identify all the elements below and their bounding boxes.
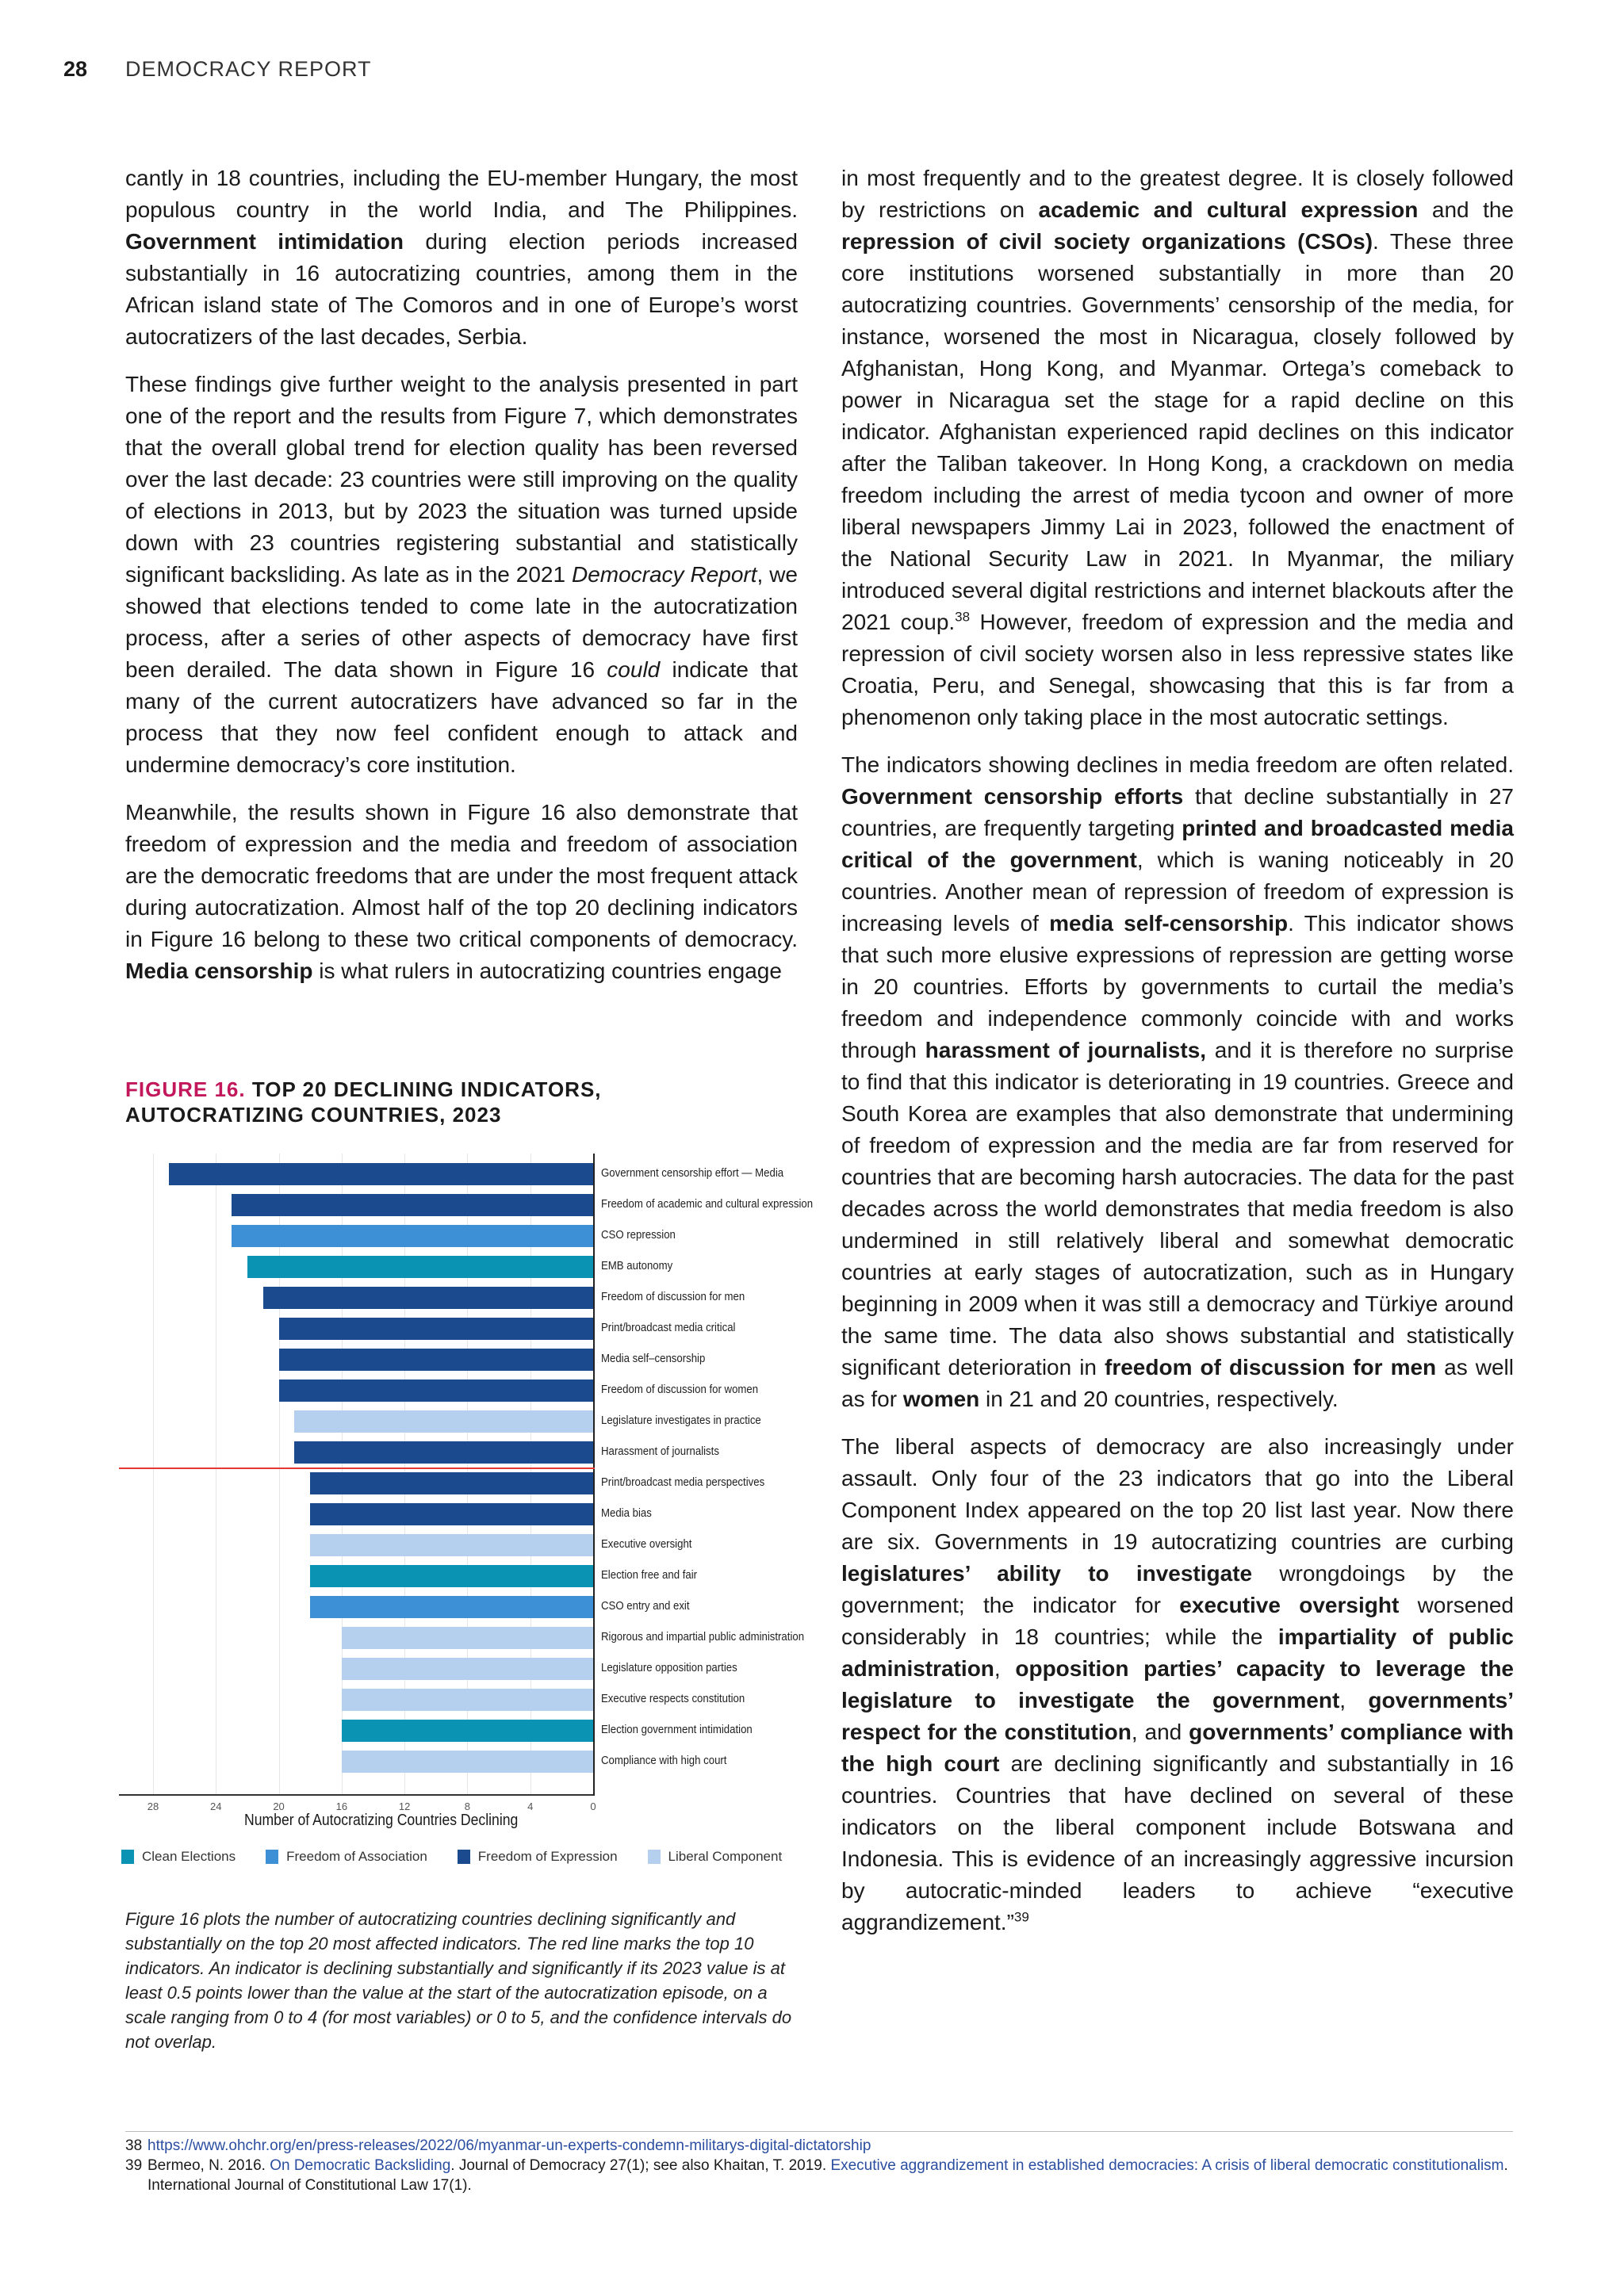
footnotes	[125, 2136, 1521, 2195]
text-run: Bermeo, N. 2016.	[147, 2157, 270, 2174]
paragraph	[125, 369, 798, 781]
bold-text: repression of civil society organizations (CSOs)	[841, 229, 1373, 254]
text-run: are declining significantly and substantially in 16 countries. Countries that have declined on several of these indicators on the liberal component include Botswana and Indonesia. This is evidence of an increasingly aggressive incursion by autocratic-minded leaders to achieve “executive aggrandizement.”	[841, 1751, 1514, 1934]
footnote-ref[interactable]: 39	[1013, 1909, 1029, 1925]
bar	[232, 1194, 593, 1216]
bar-label: Freedom of discussion for women	[601, 1383, 759, 1396]
bold-text: executive oversight	[1179, 1593, 1400, 1617]
paragraph	[841, 1431, 1514, 1938]
bar-label: Government censorship effort — Media	[601, 1166, 784, 1180]
x-axis	[119, 1794, 595, 1796]
text-run: during election periods increased substantially in 16 autocratizing countries, among them in the African island state of The Comoros and in one of Europe’s worst autocratizers of the last decades, Serbia.	[125, 229, 799, 349]
figure-title-line1: TOP 20 DECLINING INDICATORS,	[251, 1077, 602, 1101]
chart-legend	[121, 1849, 782, 1865]
bar-chart	[119, 1154, 833, 1883]
x-tick-label: 16	[335, 1800, 348, 1812]
footnote-divider	[125, 2131, 1513, 2132]
bar	[310, 1534, 593, 1556]
bold-text: women	[902, 1387, 980, 1411]
bar	[342, 1627, 593, 1649]
bar-label: Legislature opposition parties	[601, 1661, 737, 1674]
text-run: However, freedom of expression and the media and repression of civil society worsen also in less repressive states like Croatia, Peru, and Senegal, showcasing that this is far from a phenomenon only taking place in the most autocratic settings.	[841, 610, 1514, 729]
text-run: , and	[1131, 1720, 1189, 1744]
text-run: , we showed that elections tended to come late in the autocratization process, after a series of other aspects of democracy have first been derailed. The data shown in Figure 16	[125, 562, 798, 682]
bar-label: Freedom of academic and cultural expression	[601, 1197, 814, 1211]
left-column	[125, 163, 798, 1003]
text-run: in 21 and 20 countries, respectively.	[979, 1387, 1339, 1411]
bar	[342, 1689, 593, 1711]
legend-label: Freedom of Expression	[477, 1849, 618, 1864]
bar	[279, 1380, 593, 1402]
text-run: worsened considerably in 18 countries; while the	[841, 1593, 1514, 1649]
footnote-number: 38	[125, 2137, 143, 2154]
bold-text: Government intimidation	[125, 229, 404, 254]
footnote	[125, 2136, 1521, 2156]
text-run: . International Journal of Constitutional Law 17(1).	[147, 2157, 1508, 2194]
bold-text: media self-censorship	[1049, 911, 1289, 936]
text-run: . These three core institutions worsened substantially in more than 20 autocratizing countries. Governments’ censorship of the media, for instance, worsened the most in Nicaragua, closely followed by Afghanistan, Hong Kong, and Myanmar. Ortega’s comeback to power in Nicaragua set the stage for a rapid decline on this indicator. Afghanistan experienced rapid declines on this indicator after the Taliban takeover. In Hong Kong, a crackdown on media freedom including the arrest of media tycoon and owner of more liberal newspapers Jimmy Lai in 2023, followed the enactment of the National Security Law in 2021. In Myanmar, the miliary introduced several digital restrictions and internet blackouts after the 2021 coup.	[841, 229, 1514, 634]
bar	[279, 1318, 593, 1340]
legend-item	[266, 1849, 427, 1865]
x-tick-label: 4	[527, 1800, 534, 1812]
legend-swatch	[648, 1850, 661, 1864]
bold-text: printed and broadcasted media critical of the government	[841, 816, 1514, 872]
text-run: as well as for	[841, 1355, 1515, 1411]
legend-item	[648, 1849, 783, 1865]
bar	[294, 1410, 593, 1433]
text-run: wrongdoings by the government; the indicator for	[841, 1561, 1515, 1617]
bar-label: CSO repression	[601, 1228, 676, 1242]
text-run: indicate that many of the current autocratizers have advanced so far in the process that they now feel confident enough to attack and undermine democracy’s core institution.	[125, 657, 798, 777]
reference-link[interactable]: https://www.ohchr.org/en/press-releases/2022/06/myanmar-un-experts-condemn-militarys-digital-dictatorship	[147, 2137, 871, 2154]
legend-item	[121, 1849, 236, 1865]
figure-title-line2: AUTOCRATIZING COUNTRIES, 2023	[125, 1103, 502, 1127]
paragraph	[841, 749, 1514, 1415]
bar-label: Rigorous and impartial public administration	[601, 1630, 805, 1644]
bar-label: EMB autonomy	[601, 1259, 673, 1272]
paragraph	[841, 163, 1514, 733]
legend-label: Freedom of Association	[286, 1849, 427, 1864]
bar	[310, 1472, 593, 1494]
bar-label: Print/broadcast media perspectives	[601, 1475, 765, 1489]
bar-label: Election government intimidation	[601, 1723, 753, 1736]
bar-label: Executive respects constitution	[601, 1692, 745, 1705]
x-tick-label: 0	[590, 1800, 596, 1812]
text-run: and it is therefore no surprise to find that this indicator is deteriorating in 19 countries. Greece and South Korea are examples that also demonstrate that undermining of freedom of expression and the media are far from reserved for countries that are becoming harsh autocracies. The data for the past decades across the world demonstrates that media freedom is also undermined in still relatively liberal and somewhat democratic countries at early stages of autocratization, such as in Hungary beginning in 2009 when it was still a democracy and Türkiye around the same time. The data also shows substantial and statistically significant deterioration in	[841, 1038, 1514, 1380]
bar	[310, 1503, 593, 1525]
right-column	[841, 163, 1514, 1954]
bar	[342, 1720, 593, 1742]
legend-swatch	[458, 1850, 470, 1864]
bar-label: Media bias	[601, 1506, 652, 1520]
bar-label: Print/broadcast media critical	[601, 1321, 736, 1334]
bar-label: Harassment of journalists	[601, 1445, 719, 1458]
bar-label: CSO entry and exit	[601, 1599, 690, 1613]
grid-line	[279, 1154, 280, 1796]
bar-label: Executive oversight	[601, 1537, 692, 1551]
reference-link[interactable]: On Democratic Backsliding	[270, 2157, 451, 2174]
y-axis	[593, 1154, 595, 1796]
legend-label: Clean Elections	[142, 1849, 236, 1864]
x-tick-label: 8	[464, 1800, 471, 1812]
text-run: cantly in 18 countries, including the EU-member Hungary, the most populous country in the world India, and The Philippines.	[125, 166, 798, 222]
bold-text: Media censorship	[125, 959, 313, 983]
bar-label: Freedom of discussion for men	[601, 1290, 745, 1303]
bold-text: Government censorship efforts	[841, 784, 1184, 809]
bold-text: impartiality of public administration	[841, 1624, 1514, 1681]
text-run: . Journal of Democracy 27(1); see also Khaitan, T. 2019.	[450, 2157, 831, 2174]
bold-text: harassment of journalists,	[925, 1038, 1207, 1062]
bar-label: Election free and fair	[601, 1568, 698, 1582]
bar	[279, 1349, 593, 1371]
x-axis-label: Number of Autocratizing Countries Declining	[244, 1812, 519, 1829]
text-run: ,	[1339, 1688, 1369, 1712]
text-run: , which is waning noticeably in 20 countries. Another mean of repression of freedom of expression is increasing levels of	[841, 848, 1514, 936]
legend-label: Liberal Component	[668, 1849, 783, 1864]
bar	[310, 1565, 593, 1587]
x-tick-label: 20	[273, 1800, 285, 1812]
figure-title	[125, 1077, 602, 1127]
text-run: The liberal aspects of democracy are also increasingly under assault. Only four of the 23 indicators that go into the Liberal Component Index appeared on the top 20 list last year. Now there are six. Governments in 19 autocratizing countries are curbing	[841, 1434, 1514, 1554]
text-run: that decline substantially in 27 countries, are frequently targeting	[841, 784, 1514, 840]
bold-text: freedom of discussion for men	[1105, 1355, 1437, 1380]
page-number: 28	[63, 57, 88, 81]
paragraph	[125, 163, 798, 353]
reference-link[interactable]: Executive aggrandizement in established democracies: A crisis of liberal democratic constitutionalism	[830, 2157, 1504, 2174]
text-run: These findings give further weight to the analysis presented in part one of the report and the results from Figure 7, which demonstrates that the overall global trend for election quality has been reversed over the last decade: 23 countries were still improving on the quality of elections in 2013, but by 2023 the situation was turned upside down with 23 countries registering substantial and statistically significant backsliding. As late as in the 2021	[125, 372, 798, 587]
footnote	[125, 2156, 1521, 2195]
figure-label: FIGURE 16.	[125, 1077, 246, 1101]
text-run: The indicators showing declines in media freedom are often related.	[841, 752, 1514, 777]
bar	[294, 1441, 593, 1464]
bar	[310, 1596, 593, 1618]
legend-swatch	[121, 1850, 134, 1864]
italic-text: could	[607, 657, 661, 682]
bar	[342, 1658, 593, 1680]
text-run: and the	[1418, 197, 1514, 222]
footnote-number: 39	[125, 2157, 143, 2174]
bar-label: Media self–censorship	[601, 1352, 706, 1365]
bar	[169, 1163, 593, 1185]
bold-text: governments’ compliance with the high court	[841, 1720, 1515, 1776]
paragraph	[125, 797, 798, 987]
bar	[342, 1751, 593, 1773]
text-run: in most frequently and to the greatest degree. It is closely followed by restrictions on	[841, 166, 1514, 222]
running-header: DEMOCRACY REPORT	[125, 57, 372, 81]
legend-item	[458, 1849, 618, 1865]
bold-text: academic and cultural expression	[1038, 197, 1419, 222]
bar	[232, 1225, 593, 1247]
figure-caption: Figure 16 plots the number of autocratizing countries declining significantly and substantially on the top 20 most affected indicators. The red line marks the top 10 indicators. An indicator is declining substantially and significantly if its 2023 value is at least 0.5 points lower than the value at the start of the autocratization episode, on a scale ranging from 0 to 4 (for most variables) or 0 to 5, and the confidence intervals do not overlap.	[125, 1909, 792, 2052]
bar	[247, 1256, 593, 1278]
text-run: is what rulers in autocratizing countries engage	[312, 959, 782, 983]
bold-text: legislatures’ ability to investigate	[841, 1561, 1253, 1586]
bar-label: Compliance with high court	[601, 1754, 727, 1767]
italic-text: Democracy Report	[571, 562, 757, 587]
footnote-ref[interactable]: 38	[955, 609, 971, 625]
bold-text: opposition parties’ capacity to leverage the legislature to investigate the government	[841, 1656, 1514, 1712]
text-run: Meanwhile, the results shown in Figure 16 also demonstrate that freedom of expression and the media and freedom of association are the democratic freedoms that are under the most frequent attack during autocratization. Almost half of the top 20 declining indicators in Figure 16 belong to these two critical components of democracy.	[125, 800, 798, 951]
bold-text: governments’ respect for the constitution	[841, 1688, 1515, 1744]
bar-label: Legislature investigates in practice	[601, 1414, 761, 1427]
x-tick-label: 12	[398, 1800, 411, 1812]
bar	[263, 1287, 593, 1309]
top10-red-line	[119, 1468, 595, 1469]
text-run: ,	[994, 1656, 1016, 1681]
text-run: . This indicator shows that such more elusive expressions of repression are getting worse in 20 countries. Efforts by governments to curtail the media’s freedom and independence commonly coincide with and works through	[841, 911, 1514, 1062]
grid-line	[153, 1154, 154, 1796]
x-tick-label: 24	[210, 1800, 222, 1812]
x-tick-label: 28	[147, 1800, 159, 1812]
legend-swatch	[266, 1850, 278, 1864]
